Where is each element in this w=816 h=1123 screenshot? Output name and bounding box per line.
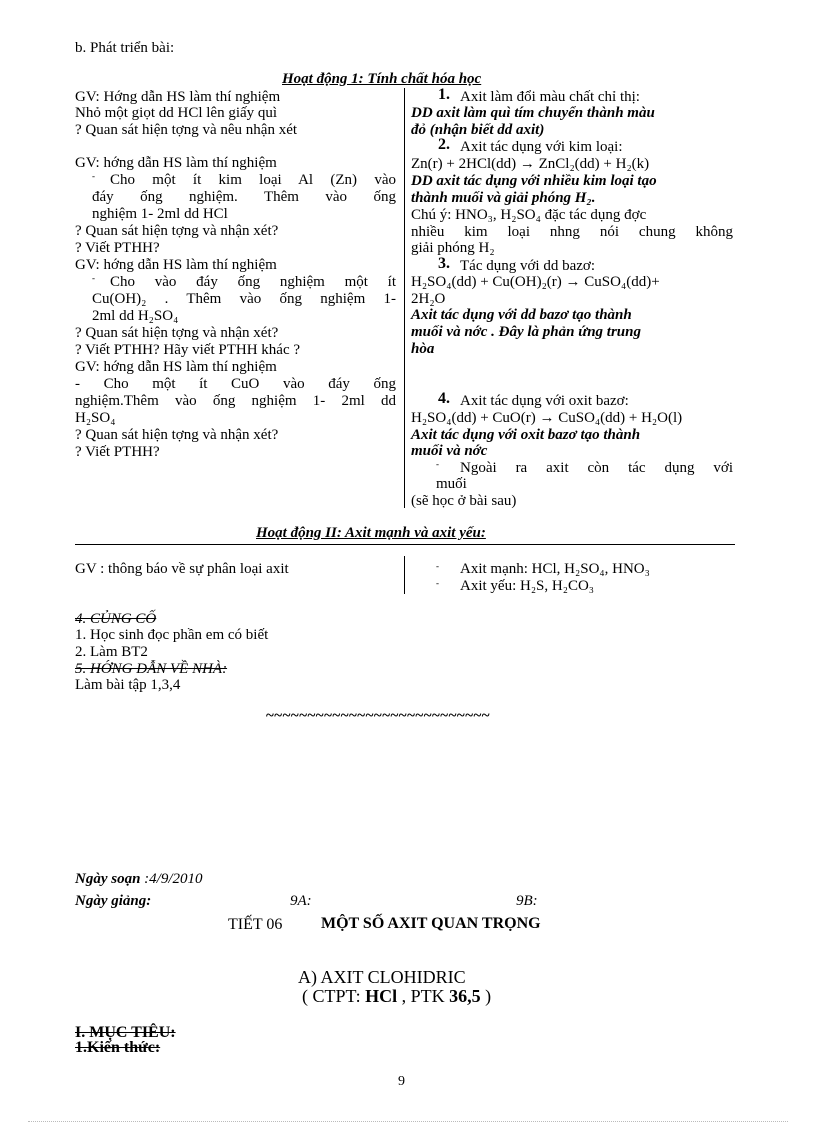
- consolidation-title: 4. CỦNG CỐ: [75, 611, 157, 627]
- homework-item: Làm bài tập 1,3,4: [75, 677, 181, 693]
- formula-line: [302, 986, 491, 1006]
- formula-ptk: 36,5: [449, 986, 481, 1006]
- instruction-line: ? Quan sát hiện tợng và nhận xét?: [75, 223, 279, 239]
- class-9a: 9A:: [290, 893, 312, 909]
- conclusion-line: muối và nớc . Đây là phản ứng trung: [411, 324, 641, 340]
- conclusion-line: DD axit tác dụng với nhiều kim loại tạo: [411, 173, 657, 189]
- extra-line: Ngoài ra axit còn tác dụng với: [460, 460, 733, 476]
- dash-bullet: -: [92, 171, 95, 181]
- instruction-line: H₂SO₄: [75, 410, 116, 426]
- page-number: 9: [398, 1074, 405, 1089]
- conclusion-line: thành muối và giải phóng H₂.: [411, 190, 596, 206]
- consolidation-item: 1. Học sinh đọc phần em có biết: [75, 627, 269, 643]
- note-line: nhiều kim loại nhng nói chung không: [411, 224, 733, 240]
- dash-bullet: -: [436, 459, 439, 469]
- column-divider: [404, 88, 405, 508]
- instruction-line: ? Viết PTHH?: [75, 444, 160, 460]
- activity-2-rule: [75, 544, 735, 545]
- conclusion-line: đỏ (nhận biết dd axit): [411, 122, 545, 138]
- formula-open: ( CTPT:: [302, 986, 366, 1006]
- consolidation-item: 2. Làm BT2: [75, 644, 148, 660]
- instruction-line: nghiệm.Thêm vào ống nghiệm 1- 2ml dd: [75, 393, 396, 409]
- instruction-line: ? Quan sát hiện tợng và nhận xét?: [75, 427, 279, 443]
- instruction-line: đáy ống nghiệm. Thêm vào ống: [92, 189, 396, 205]
- instruction-line: ? Quan sát hiện tợng và nêu nhận xét: [75, 122, 298, 138]
- dash-bullet: -: [92, 273, 95, 283]
- dash-bullet: -: [436, 561, 439, 571]
- instruction-line: ? Viết PTHH? Hãy viết PTHH khác ?: [75, 342, 301, 358]
- objectives-title: I. MỤC TIÊU:: [75, 1024, 176, 1041]
- instruction-line: GV: hớng dẫn HS làm thí nghiệm: [75, 359, 277, 375]
- formula-hcl: HCl: [365, 986, 398, 1006]
- homework-title: 5. HỚNG DẪN VỀ NHÀ:: [75, 661, 228, 677]
- page-bottom-border: [28, 1121, 788, 1122]
- strong-acids: Axit mạnh: HCl, H₂SO₄, HNO₃: [460, 561, 650, 577]
- activity-2-title: Hoạt động II: Axit mạnh và axit yếu:: [256, 525, 486, 541]
- conclusion-line: Axit tác dụng với oxit bazơ tạo thành: [411, 427, 641, 443]
- teaching-date-label: Ngày giảng:: [75, 893, 152, 909]
- instruction-line: - Cho một ít CuO vào đáy ống: [75, 376, 396, 392]
- instruction-line: 2ml dd H₂SO₄: [92, 308, 179, 324]
- dash-bullet: -: [436, 578, 439, 588]
- column-divider: [404, 556, 405, 594]
- instruction-line: Nhỏ một giọt dd HCl lên giấy quì: [75, 105, 278, 121]
- conclusion-line: muối và nớc: [411, 443, 488, 459]
- weak-acids: Axit yếu: H₂S, H₂CO₃: [460, 578, 595, 594]
- class-9b: 9B:: [516, 893, 538, 909]
- instruction-line: ? Viết PTHH?: [75, 240, 160, 256]
- note-line: giải phóng H₂: [411, 240, 495, 256]
- formula-close: ): [480, 986, 492, 1006]
- instruction-line: ? Quan sát hiện tợng và nhận xét?: [75, 325, 279, 341]
- instruction-line: Cho vào đáy ống nghiệm một ít: [110, 274, 396, 290]
- lesson-title: MỘT SỐ AXIT QUAN TRỌNG: [321, 915, 541, 932]
- conclusion-line: Axit tác dụng với dd bazơ tạo thành: [411, 307, 632, 323]
- item-number: 4.: [438, 390, 450, 407]
- extra-line: (sẽ học ở bài sau): [411, 493, 517, 509]
- conclusion-line: DD axit làm quì tím chuyển thành màu: [411, 105, 655, 121]
- instruction-line: nghiệm 1- 2ml dd HCl: [92, 206, 228, 222]
- item-heading: Axit tác dụng với oxit bazơ:: [460, 393, 629, 409]
- knowledge-title: 1.Kiến thức:: [75, 1039, 161, 1056]
- item-number: 2.: [438, 136, 450, 153]
- note-line: Chú ý: HNO₃, H₂SO₄ đặc tác dụng đợc: [411, 207, 647, 223]
- activity-1-title: Hoạt động 1: Tính chất hóa học: [282, 71, 482, 87]
- preparation-date-value: :4/9/2010: [144, 871, 203, 887]
- section-b-heading: b. Phát triển bài:: [75, 40, 175, 56]
- instruction-line: Cu(OH)₂ . Thêm vào ống nghiệm 1-: [92, 291, 396, 307]
- item-heading: Tác dụng với dd bazơ:: [460, 258, 595, 274]
- equation: 2H₂O: [411, 291, 446, 307]
- instruction-line: GV: hớng dẫn HS làm thí nghiệm: [75, 257, 277, 273]
- equation: Zn(r) + 2HCl(dd) → ZnCl₂(dd) + H₂(k): [411, 156, 650, 172]
- tilde-separator: ~~~~~~~~~~~~~~~~~~~~~~~~~~~: [266, 708, 491, 724]
- extra-line: muối: [436, 476, 467, 492]
- item-number: 3.: [438, 255, 450, 272]
- activity-2-left: GV : thông báo về sự phân loại axit: [75, 561, 289, 577]
- section-a-title: A) AXIT CLOHIDRIC: [298, 967, 466, 987]
- equation: H₂SO₄(dd) + Cu(OH)₂(r) → CuSO₄(dd)+: [411, 274, 660, 290]
- item-number: 1.: [438, 86, 450, 103]
- preparation-date: [75, 871, 203, 887]
- instruction-line: GV: hớng dẫn HS làm thí nghiệm: [75, 155, 277, 171]
- instruction-line: Cho một ít kim loại Al (Zn) vào: [110, 172, 396, 188]
- lesson-period: TIẾT 06: [228, 916, 283, 933]
- equation: H₂SO₄(dd) + CuO(r) → CuSO₄(dd) + H₂O(l): [411, 410, 683, 426]
- preparation-date-label: Ngày soạn: [75, 871, 141, 887]
- item-heading: Axit tác dụng với kim loại:: [460, 139, 623, 155]
- conclusion-line: hòa: [411, 341, 435, 357]
- instruction-line: GV: Hớng dẫn HS làm thí nghiệm: [75, 89, 281, 105]
- formula-mid: , PTK: [397, 986, 450, 1006]
- item-heading: Axit làm đổi màu chất chỉ thị:: [460, 89, 640, 105]
